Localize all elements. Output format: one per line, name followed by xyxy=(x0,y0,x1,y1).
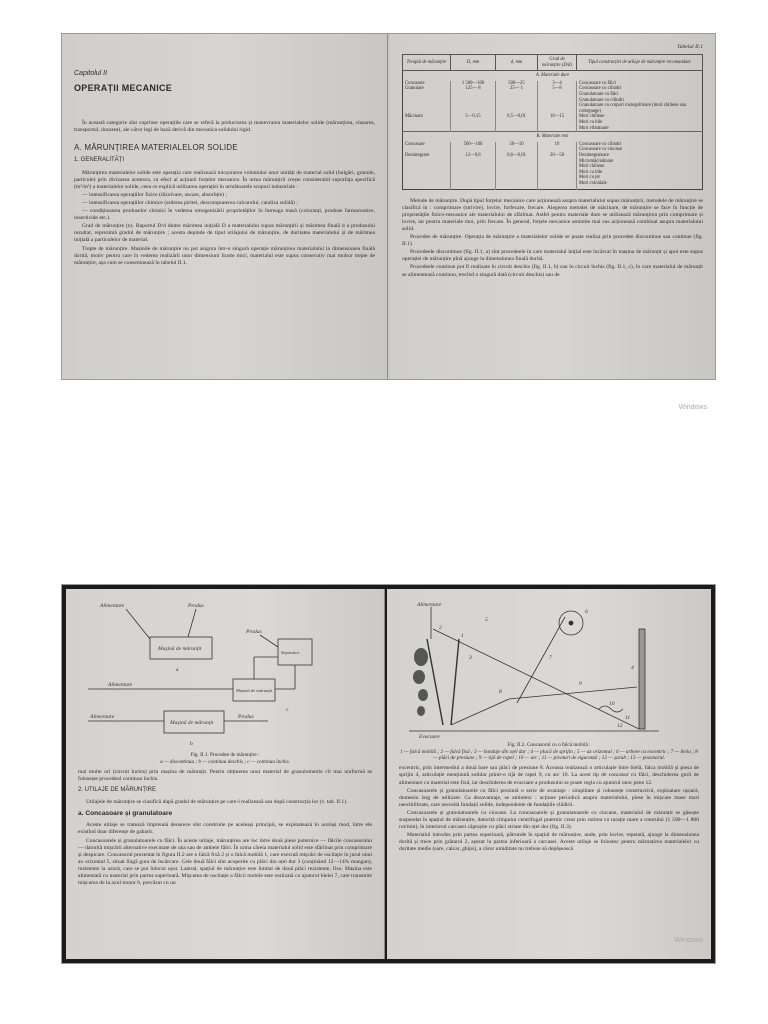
label-6: 6 xyxy=(585,609,588,615)
table-cell: Concasare Granulare xyxy=(405,80,425,92)
label-alimentare-c: Alimentare xyxy=(108,682,133,688)
label-masina-b: Mașină de mărunțit xyxy=(170,720,214,726)
subsection-1-heading: 1. GENERALITĂȚI xyxy=(74,157,125,164)
table-header: Tipul construcției de utilaje de mărunțire recomandate xyxy=(577,55,703,71)
table-cell: 1 500—100 125— 8 xyxy=(451,81,496,115)
table-cell: 0,5—0,01 xyxy=(496,114,538,131)
chapter-title: OPERAȚII MECANICE xyxy=(74,83,173,94)
chapter-label: Capitolul II xyxy=(74,70,108,77)
paragraph: Materialul introdus prin partea superioară, pătrunde în spațiul de mărunțire, unde, prin lovire, repetată, ajunge la dimensiunea dorită și trece prin grătarul 2, așezat la partea inferioară a carcasei. Aceste utilaje se folosesc pentru mărunțirea materialelor cu duritate medie (sare, calcar, ghips), a căror umiditate nu trebuie să depășească xyxy=(399,832,699,853)
bottom-book-spread xyxy=(62,585,715,963)
label-masina-c: Mașină de mărunțit xyxy=(236,688,273,693)
table-row xyxy=(403,153,703,189)
paragraph: Trepte de mărunțire. Mașinile de mărunțire nu pot asigura într-o singură operație mărunțirea materialului la dimensiunea finală dorită, motiv pentru care în vederea realizării unor dimensiuni foarte mici, materialul este supus consecutiv mai multor trepte de mărunțire, așa cum se consemnează în tabelul II.1. xyxy=(74,245,375,266)
shaft xyxy=(569,621,573,625)
paragraph: Utilajele de mărunțire se clasifică după gradul de mărunțire pe care-l realizează sau după construcția lor (v. tab. II.1). xyxy=(86,799,348,806)
figure-caption-legend: a — discontinuu ; b — continuu deschis ; c — continuu închis. xyxy=(160,758,290,765)
paragraph: Procedee de mărunțire. Operația de mărunțire a materialelor solide se poate realiza prin procedee discontinue sau continue (fig. II.1). xyxy=(402,234,703,248)
label-alimentare-a: Alimentare xyxy=(100,603,125,609)
paragraph: excentric, prin intermediul a două bare sau plăci de presiune 8. Aceasta realizează o articulație între bielă, falca mobilă și piesa de sprijin 4, articulație menținută solidar printr-o tijă de rapel 9, cu arc 10. La acest tip de concasor cu fălci, deschiderea gurii de alimentare cu material este fixă, iar deschiderea de evacuare a produsului se poate regla cu ajutorul unor pene 12. xyxy=(399,765,699,786)
label-8: 8 xyxy=(499,689,502,695)
label-c: c xyxy=(286,707,289,713)
table-cell: 10—15 xyxy=(538,114,577,131)
table-cell: Măcinare xyxy=(405,114,423,120)
label-b: b xyxy=(190,741,193,747)
windows-watermark: Windows xyxy=(678,404,707,411)
list-item: — condiționarea produselor chimici în vederea omogenizării proprietăților în întreaga masă (coloranți, produse farmaceutice, insecticide etc.). xyxy=(74,208,375,222)
table-cell: Dezintegrare xyxy=(405,153,430,158)
table-cell: Concasoare cu fălci Concasoare cu cilindri Granulatoare cu fălci Granulatoare cu cilindri Granulatoare cu corpuri rostogolitoare (mori chiliene sau colergange) xyxy=(577,81,703,115)
figure-ii-2 xyxy=(399,599,699,761)
label-2: 2 xyxy=(439,625,442,631)
figure-caption-title: Fig. II.1. Procedee de mărunțire : xyxy=(190,752,260,759)
table-header: Treaptă de mărunțire xyxy=(403,55,451,71)
table-cell: 3—4 5—8 xyxy=(538,81,577,115)
table-row xyxy=(403,81,703,115)
figure-caption-title: Fig. II.2. Concasorul cu o falcă mobilă : xyxy=(507,742,591,749)
label-produs-c: Produs xyxy=(246,629,262,635)
label-4: 4 xyxy=(631,665,634,671)
page-chapter-ii xyxy=(62,34,388,379)
page-table-ii-1 xyxy=(390,34,715,411)
figure-ii-1 xyxy=(78,599,372,765)
rock-4 xyxy=(417,706,425,716)
list-item: — intensificarea operațiilor fizice (dizolvare, uscare, absorbție) ; xyxy=(82,191,227,198)
table-cell: Dezintegratoare Micromăcinătoare Mori chiliene Mori cu bile Mori cu jet Mori coloidale xyxy=(577,153,703,189)
list-item: — intensificarea operațiilor chimice (arderea piritei, descompunerea calcarului, cataliza solidă) ; xyxy=(82,199,298,206)
process-diagram xyxy=(78,599,368,749)
table-cell: 5—0,15 xyxy=(451,114,496,131)
table-group-label: B. Materiale moi xyxy=(403,132,703,142)
label-produs-a: Produs xyxy=(188,603,204,609)
pitman xyxy=(517,617,565,703)
top-book-spread xyxy=(62,34,715,411)
frame-line xyxy=(433,629,639,729)
jaw-crusher-diagram xyxy=(399,599,699,739)
paragraph: Concasoarele și granulatoarele cu ciocane. La concasoarele și granulatoarele cu ciocane, materialul de mărunțit se găsește suspendat în spațiul de mărunțire, datorită cîmpului centrifugal puternic creat prin rotirea cu turație mare a rotorului (1 500—1 800 rot/min), în interiorul carcasei căptușite cu plăci striate din oțel dur (fig. II.3). xyxy=(399,809,699,831)
moving-jaw xyxy=(451,639,459,725)
paragraph: Metode de mărunțire. După tipul forțelor mecanice care acționează asupra materialului supus mărunțirii, metodele de mărunțire se clasifică în : comprimare (strivire), lovire, forfecare, frecare. Alegerea metodei de măcinare, de mărunțire se face în funcție de proprietățile fizico-mecanice ale materialului de sfărîmat. Astfel pentru materiale dure se utilizează mărunțirea prin comprimare și lovire, iar pentru materiale moi, prin frecare. În general, forțele mecanice amintite mai sus acționează combinat asupra materialului solid. xyxy=(402,197,703,232)
table-cell: 12—0,8 xyxy=(451,153,496,189)
table-cell: 50—10 xyxy=(496,142,538,153)
table-header: D, mm xyxy=(451,55,496,71)
label-separator: Separator xyxy=(281,650,300,655)
figure-caption xyxy=(399,742,699,761)
table-cell: Concasoare cu cilindri Concasoare cu ciocane xyxy=(577,142,703,153)
label-a: a xyxy=(176,667,179,673)
paragraph: Concasoarele și granulatoarele cu fălci. În aceste utilaje, mărunțirea are loc între două piese puternice — fălcile concasorului — datorită mișcării alternative executate de una sau de ambele fălci. În urma căreia materialul solid este sfărîmat prin comprimare și despicare. Concasorul prezentat în figura II.2 are o falcă fixă 2 și o falcă mobilă 1, care execută mișcări de oscilație în jurul unui ax orizontal 5, situat lîngă gura de încărcare. Cele două fălci sînt acoperite cu plăci din oțel dur 3 (conținând 12—14% mangan), rezistente la uzură, care se pot înlocui ușor. Lateral, spațiul de mărunțire este limitat de două plăci rezistente, fixe. Mașina este alimentată cu material prin partea superioară. Mișcarea de oscilație a fălcii mobile este realizată cu ajutorul bielei 7, care transmite mișcarea de la axul motor 6, prevăzut cu un xyxy=(78,837,372,887)
table-cell: 0,6—0,01 xyxy=(496,153,538,189)
table-cell: 500—25 25— 1 xyxy=(496,81,538,115)
label-12: 12 xyxy=(617,723,623,729)
paragraph: Procedeele discontinue (fig. II.1, a) sînt procedeele în care materialul inițial este încărcat în mașina de mărunțit și apoi este supus operației de mărunțire pînă ajunge la dimensiunea finală dorită. xyxy=(402,249,703,263)
table-cell: 500—100 xyxy=(451,142,496,153)
table-cell: 10 xyxy=(538,142,577,153)
label-masina-a: Mașină de mărunțit xyxy=(158,646,202,652)
frame-wall xyxy=(639,629,645,729)
label-3: 3 xyxy=(469,655,472,661)
label-11: 11 xyxy=(625,715,631,721)
label-alimentare-b: Alimentare xyxy=(90,714,115,720)
section-a-heading: A. MĂRUNȚIREA MATERIALELOR SOLIDE xyxy=(74,143,238,153)
table-group-label: A. Materiale dure xyxy=(403,71,703,81)
windows-watermark: Windows xyxy=(674,937,703,944)
table-header: d, mm xyxy=(496,55,538,71)
product-arrow-a xyxy=(188,609,196,637)
product-arrow-c xyxy=(260,635,278,647)
figure-caption-legend: 1 — falcă mobilă ; 2 — falcă fixă ; 3 — bandaje din oțel dur ; 4 — placă de sprijin ; 5 — ax orizontal ; 6 — arbore cu excentric ; 7 — biela ; 8 — plăci de presiune ; 9 — tijă de rapel ; 10 — arc ; 11 — pivoturi de siguranță ; 12 — șurub ; 13 — pozonarul. xyxy=(400,748,698,761)
page-figure-ii-2 xyxy=(387,589,711,959)
figure-caption xyxy=(78,752,372,765)
label-5: 5 xyxy=(485,617,488,623)
page-figure-ii-1 xyxy=(66,589,385,959)
table-cell: 20—50 xyxy=(538,153,577,189)
label-alimentare: Alimentare xyxy=(417,602,442,608)
table-row xyxy=(403,142,703,153)
table-caption: Tabelul II.1 xyxy=(677,44,703,50)
toggle-plate xyxy=(451,699,509,725)
paragraph: mai multe ori (circuit închis) prin mașina de mărunțit. Pentru obținerea unui material de granulometrie cît mai uniformă se folosește procedeul continuu închis. xyxy=(78,768,372,782)
paragraph: Mărunțirea materialelor solide este operația care realizează micșorarea volumului unor unități de material solid (bulgări, granule, particule) prin divizarea acestora, ca efect al acțiunii forțelor mecanice. În urma mărunțirii crește considerabil suprafața specifică (m²/m³) a materialelor solide, ceea ce explică utilizarea operației în următoarele scopuri industriale : xyxy=(74,169,375,190)
paragraph: Procedeele continue pot fi realizate în circuit deschis (fig. II.1, b) sau în circuit închis (fig. II.1, c), în care materialul de mărunțit se alimentează continuu, trecînd o singură dată (circuit deschis) sau de xyxy=(402,264,703,278)
label-9: 9 xyxy=(579,681,582,687)
label-evacuare: Evacuare xyxy=(419,734,440,740)
label-1: 1 xyxy=(461,633,464,639)
rock-3 xyxy=(418,689,428,701)
paragraph: Grad de mărunțire (n). Raportul D/d dintre mărimea inițială D a materialului supus mărunțirii și mărimea finală d a produsului rezultat, reprezintă gradul de mărunțire ; acesta depinde de tipul utilajului de mărunțire, de duritatea materialului și de mărimea inițială a particulelor de material. xyxy=(74,223,375,244)
label-10: 10 xyxy=(609,701,615,707)
intro-paragraph: În această categorie sînt cuprinse operațiile care se referă la prelucrarea și manevrarea materialelor solide (mărunțirea, clasarea, transportul, dozarea), ale căror legi de bază derivă din mecanica solidului rigid. xyxy=(74,120,375,134)
table-ii-1 xyxy=(402,54,703,189)
rock-1 xyxy=(414,648,428,666)
subsection-a-heading: a. Concasoare și granulatoare xyxy=(78,810,173,818)
table-cell: Mori chiliene Mori cu bile Mori vibratoare xyxy=(577,114,703,131)
label-7: 7 xyxy=(549,655,552,661)
table-cell: Concasare xyxy=(405,141,425,147)
table-row xyxy=(403,114,703,131)
label-produs-b: Produs xyxy=(238,714,254,720)
rock-2 xyxy=(413,670,425,684)
feed-arrow-a xyxy=(126,609,150,639)
paragraph: Aceste utilaje se tratează împreună deoarece sînt construite pe aceleași principii, se exploatează în același mod, între ele existînd doar diferențe de gabarit. xyxy=(78,822,372,836)
table-header: Grad de mărunțire (D/d) xyxy=(538,55,577,71)
fixed-jaw xyxy=(427,639,443,725)
subsection-2-heading: 2. UTILAJE DE MĂRUNȚIRE xyxy=(78,787,157,794)
paragraph: Concasoarele și granulatoarele cu fălci prezintă o serie de avantaje : simplitate și robustețe constructivă, exploatare ușoară, domeniu larg de utilizare. Ca dezavantaje, se amintesc : acțiune periodică asupra materialului, piese în mișcare mase mari neechilibrate, care necesită fundații solide, independente de fundațiile clădirii. xyxy=(399,787,699,808)
